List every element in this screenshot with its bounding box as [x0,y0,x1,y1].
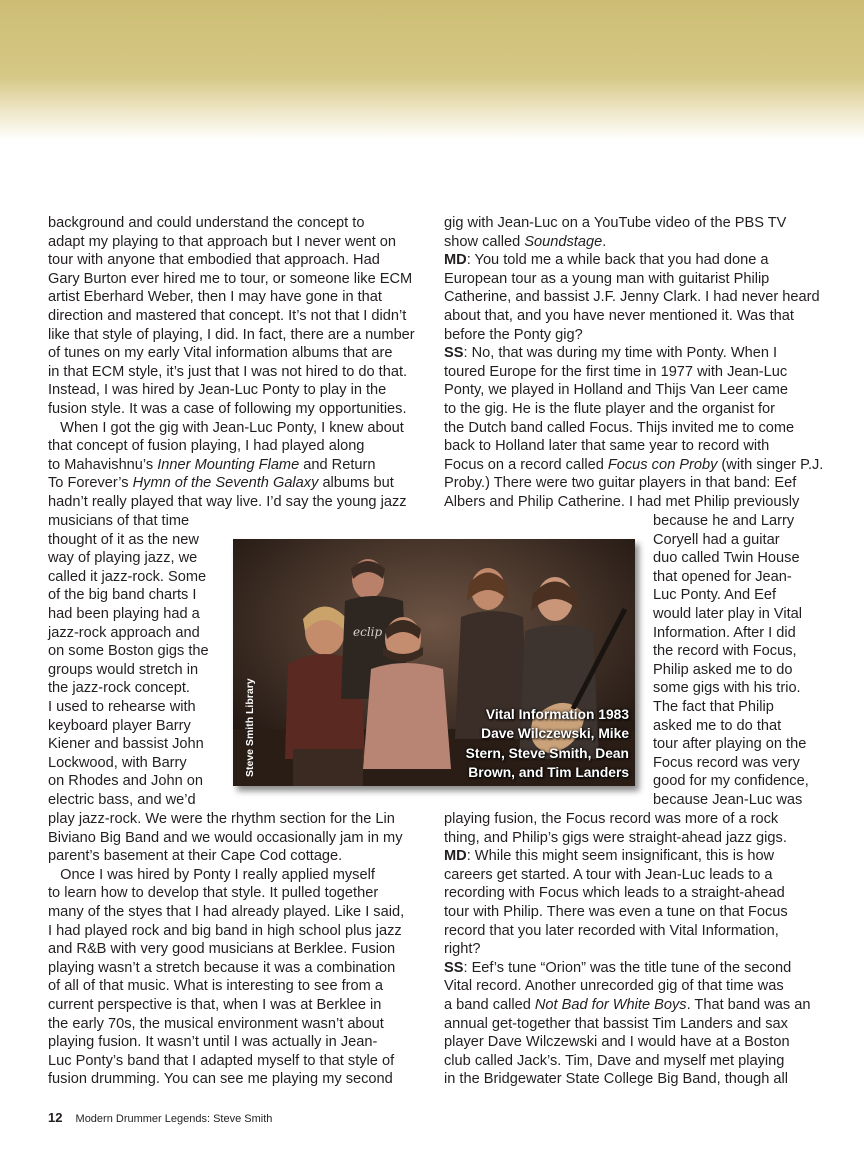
caption-line: Stern, Steve Smith, Dean [465,745,629,761]
text-line: Albers and Philip Catherine. I had met Philip previously [444,493,800,510]
band-photo [233,539,635,786]
text-line: play jazz-rock. We were the rhythm section for the Lin [48,811,395,827]
caption-line: Dave Wilczewski, Mike [481,726,629,742]
speaker-label: MD [444,848,467,865]
text-line: Gary Burton ever hired me to tour, or someone like ECM [48,270,413,287]
text-line: playing wasn’t a stretch because it was a combination [48,959,396,976]
text-line: called it jazz-rock. Some [48,568,207,585]
text-line: adapt my playing to that approach but I never went on [48,233,397,250]
text-line: Once I was hired by Ponty I really applied myself [48,866,375,883]
text-line: to Mahavishnu’s Inner Mounting Flame and Return [48,456,376,473]
page-number: 12 [48,1110,63,1125]
text-line: Catherine, and bassist J.F. Jenny Clark. I had never heard [444,289,820,306]
right-column-wrap-text [653,512,809,810]
text-line: in the Bridgewater State College Big Band, though all [444,1071,788,1088]
text-line: some gigs with his trio. [653,680,801,697]
text-line: Instead, I was hired by Jean-Luc Ponty to play in the [48,382,387,399]
text-line: Vital record. Another unrecorded gig of that time was [444,978,784,995]
text-line: current perspective is that, when I was at Berklee in [48,996,382,1013]
text-line: in that ECM style, it’s just that I was not hired to do that. [48,363,408,380]
speaker-label: SS [444,959,464,976]
text-line: because Jean-Luc was [653,791,803,808]
shirt-logo: eclip [353,625,383,639]
text-line: SS: No, that was during my time with Ponty. When I [444,345,778,362]
photo-caption [466,705,629,783]
text-line: about that, and you have never mentioned it. Was that [444,307,794,324]
text-line: the jazz-rock concept. [48,680,190,697]
text-line: direction and mastered that concept. It’s not that I didn’t [48,307,407,324]
text-line: show called Soundstage. [444,233,607,250]
left-column-bottom-text [48,810,404,1089]
italic-title: Not Bad for White Boys [534,996,687,1013]
text-line: asked me to do that [653,717,782,734]
text-line: fusion drumming. You can see me playing my second [48,1071,393,1088]
text-line: back to Holland later that same year to record with [444,438,770,455]
text-line: that concept of fusion playing, I had played along [48,438,365,455]
text-line: the record with Focus, [653,643,797,660]
text-line: on some Boston gigs the [48,643,209,660]
text-line: background and could understand the concept to [48,215,365,231]
text-line: to the gig. He is the flute player and the organist for [444,400,775,417]
text-line: because he and Larry [653,513,795,529]
text-line: like that style of playing, I did. In fact, there are a number [48,326,415,343]
text-line: many of the styes that I had already played. Like I said, [48,903,405,920]
text-line: tour with anyone that embodied that approach. Had [48,252,380,269]
text-line: hadn’t really played that way live. I’d say the young jazz [48,493,407,510]
italic-title: Inner Mounting Flame [157,456,300,473]
text-line: playing fusion, the Focus record was more of a rock [444,811,779,827]
text-line: of all of that music. What is interesting to see from a [48,978,383,995]
text-line: player Dave Wilczewski and I would have at a Boston [444,1034,790,1051]
text-line: annual get-together that bassist Tim Landers and sax [444,1015,788,1032]
text-line: tour after playing on the [653,736,807,753]
text-line: good for my confidence, [653,773,809,790]
right-column-bottom-text [444,810,810,1089]
text-line: I had played rock and big band in high school plus jazz [48,922,402,939]
text-line: Ponty, we played in Holland and Thijs Van Leer came [444,382,788,399]
italic-title: Soundstage [524,233,603,250]
text-line: musicians of that time [48,513,190,529]
text-line: artist Eberhard Weber, then I may have gone in that [48,289,382,306]
text-line: thought of it as the new [48,531,199,548]
text-line: the Dutch band called Focus. Thijs invited me to come [444,419,795,436]
text-line: would later play in Vital [653,605,802,622]
text-line: Lockwood, with Barry [48,754,187,771]
italic-title: Focus con Proby [607,456,718,473]
text-line: had been playing had a [48,605,200,622]
text-line: before the Ponty gig? [444,326,583,343]
header-color-band [0,0,864,140]
text-line: thing, and Philip’s gigs were straight-ahead jazz gigs. [444,829,787,846]
speaker-label: MD [444,252,467,269]
text-line: duo called Twin House [653,550,800,567]
text-line: When I got the gig with Jean-Luc Ponty, I knew about [48,419,404,436]
text-line: To Forever’s Hymn of the Seventh Galaxy albums but [48,475,394,492]
text-line: SS: Eef’s tune “Orion” was the title tune of the second [444,959,792,976]
text-line: gig with Jean-Luc on a YouTube video of the PBS TV [444,215,787,231]
text-line: I used to rehearse with [48,698,196,715]
text-line: Philip asked me to do [653,661,793,678]
text-line: Biviano Big Band and we would occasionally jam in my [48,829,403,846]
text-line: Information. After I did [653,624,796,641]
text-line: Focus on a record called Focus con Proby (with singer P.J. [444,456,824,473]
text-line: to learn how to develop that style. It pulled together [48,885,379,902]
text-line: MD: While this might seem insignificant, this is how [444,848,775,865]
text-line: recording with Focus which leads to a straight-ahead [444,885,785,902]
caption-line: Brown, and Tim Landers [468,765,629,781]
italic-title: Hymn of the Seventh Galaxy [132,475,319,492]
photo-credit: Steve Smith Library [244,678,256,777]
text-line: careers get started. A tour with Jean-Luc leads to a [444,866,773,883]
text-line: tour with Philip. There was even a tune on that Focus [444,903,788,920]
text-line: on Rhodes and John on [48,773,203,790]
speaker-label: SS [444,345,464,362]
text-line: fusion style. It was a case of following my opportunities. [48,400,407,417]
text-line: parent’s basement at their Cape Cod cottage. [48,848,343,865]
text-line: European tour as a young man with guitarist Philip [444,270,770,287]
text-line: Luc Ponty. And Eef [653,587,777,604]
text-line: record that you later recorded with Vital Information, [444,922,779,939]
text-line: Luc Ponty’s band that I adapted myself to that style of [48,1052,395,1069]
text-line: groups would stretch in [48,661,199,678]
text-line: Kiener and bassist John [48,736,204,753]
text-line: way of playing jazz, we [48,550,198,567]
left-column-wrap-text [48,512,209,810]
left-column-top-text [48,214,415,512]
text-line: keyboard player Barry [48,717,191,734]
text-line: right? [444,941,481,958]
text-line: that opened for Jean- [653,568,792,585]
text-line: MD: You told me a while back that you had done a [444,252,769,269]
text-line: The fact that Philip [653,698,774,715]
text-line: jazz-rock approach and [48,624,200,641]
text-line: club called Jack’s. Tim, Dave and myself met playing [444,1052,785,1069]
text-line: a band called Not Bad for White Boys. That band was an [444,996,811,1013]
text-line: of the big band charts I [48,587,197,604]
page-footer [48,1110,272,1125]
publication-title: Modern Drummer Legends: Steve Smith [75,1113,273,1125]
text-line: toured Europe for the first time in 1977 with Jean-Luc [444,363,788,380]
caption-line: Vital Information 1983 [485,707,629,722]
text-line: playing fusion. It wasn’t until I was actually in Jean- [48,1034,378,1051]
text-line: the early 70s, the musical environment wasn’t about [48,1015,384,1032]
text-line: of tunes on my early Vital information albums that are [48,345,393,362]
text-line: and R&B with very good musicians at Berklee. Fusion [48,941,396,958]
text-line: Proby.) There were two guitar players in that band: Eef [444,475,797,492]
right-column-top-text [444,214,823,512]
text-line: Focus record was very [653,754,800,771]
text-line: electric bass, and we’d [48,791,196,808]
text-line: Coryell had a guitar [653,531,780,548]
